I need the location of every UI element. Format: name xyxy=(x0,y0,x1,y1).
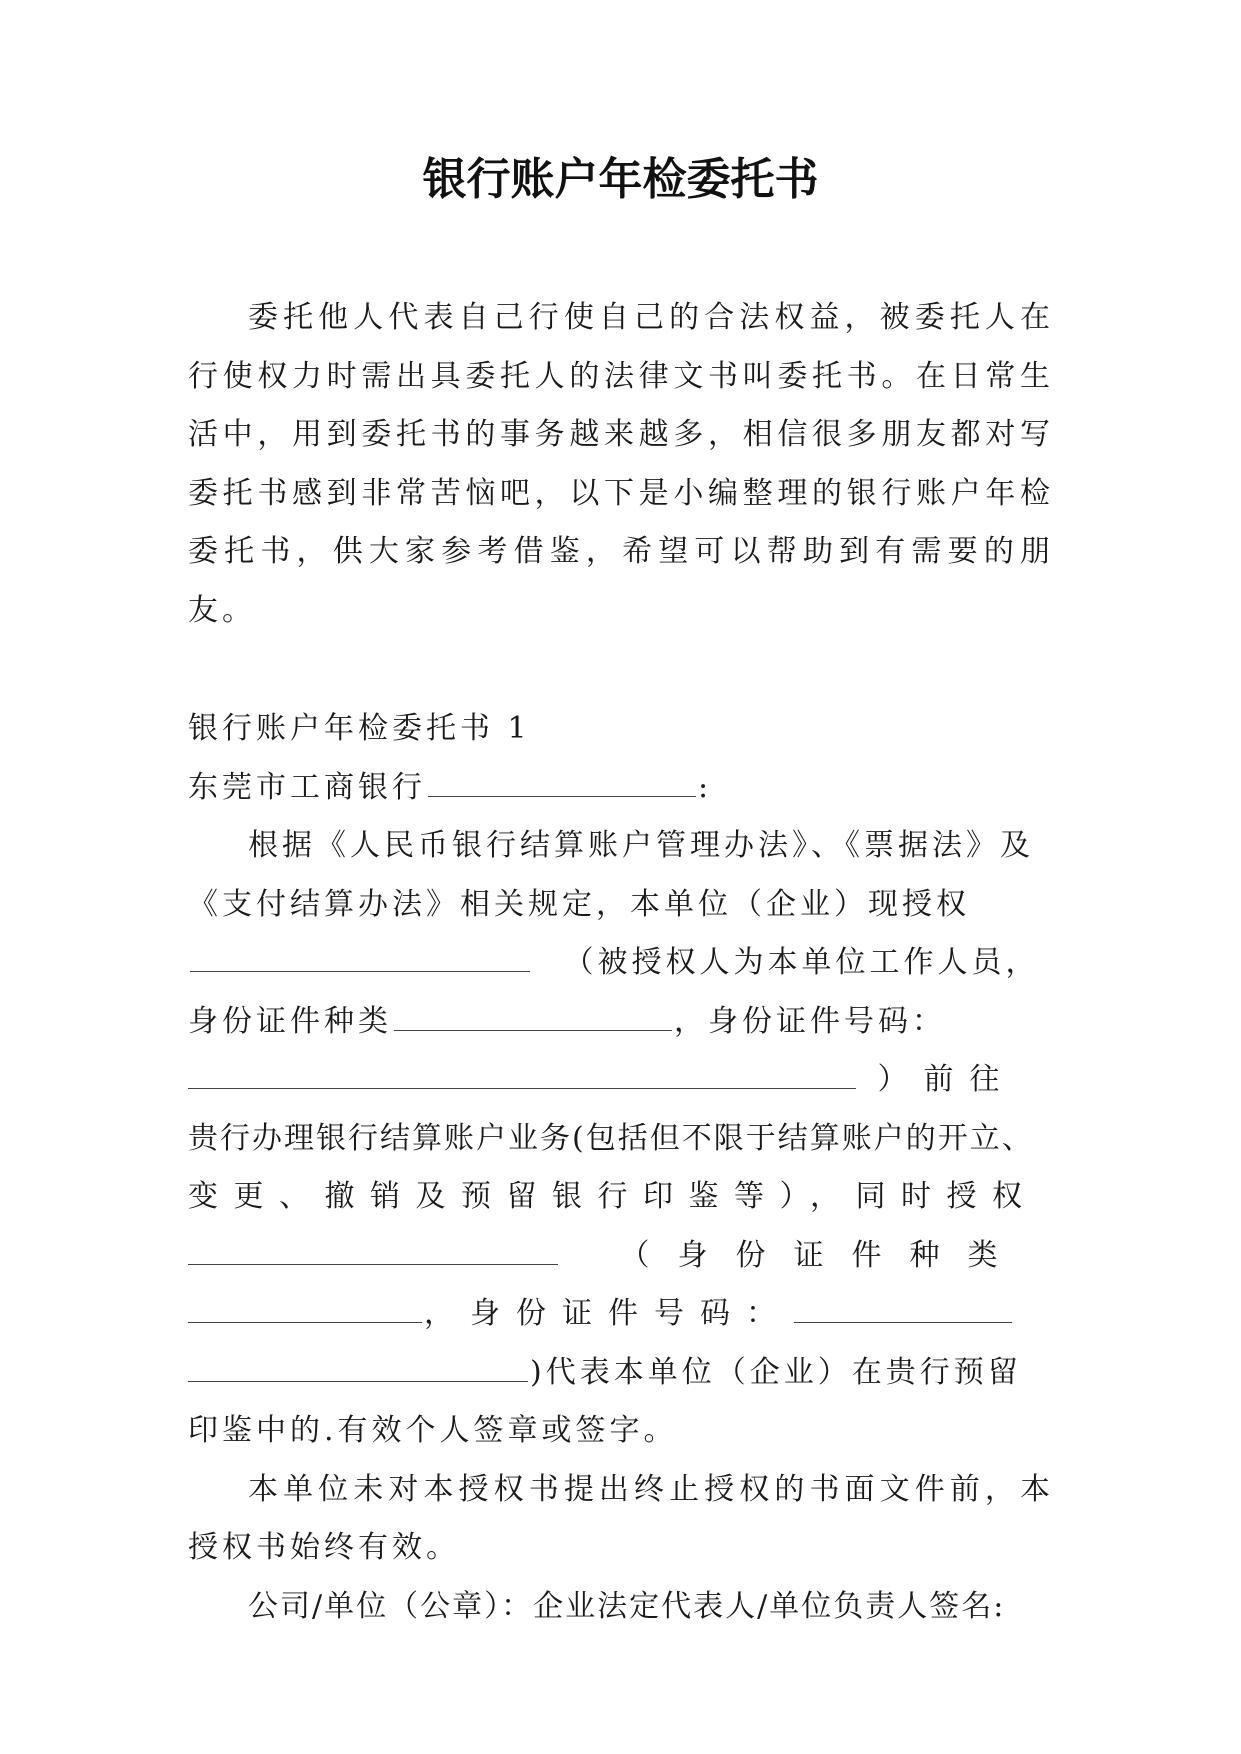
intro-paragraph: 委托他人代表自己行使自己的合法权益，被委托人在行使权力时需出具委托人的法律文书叫委托书。在日常生活中，用到委托书的事务越来越多，相信很多朋友都对写委托书感到非常苦恼吧，以下是小编整理的银行账户年检委托书，供大家参考借鉴，希望可以帮助到有需要的朋友。 xyxy=(188,300,1054,628)
second-id-number-blank-a xyxy=(794,1298,1012,1323)
second-id-number-blank-b xyxy=(188,1357,528,1382)
addressee-suffix: : xyxy=(698,769,713,805)
section-spacer xyxy=(188,640,1054,700)
body-line-9 xyxy=(188,1285,1054,1344)
document-body xyxy=(188,289,1054,1636)
document-title: 银行账户年检委托书 xyxy=(422,154,819,205)
body-line-10-text: )代表本单位（企业）在贵行预留 xyxy=(530,1354,1022,1390)
id-type-label: 身份证件种类 xyxy=(188,1003,392,1039)
body-line-6: 贵行办理银行结算账户业务(包括但不限于结算账户的开立、 xyxy=(188,1120,1034,1156)
addressee-blank xyxy=(428,772,696,797)
body-line-4 xyxy=(188,993,1054,1052)
body-line-1: 根据《人民币银行结算账户管理办法》、《票据法》及 xyxy=(248,828,1034,863)
body-line-2-text: 《支付结算办法》相关规定，本单位（企业）现授权 xyxy=(188,886,970,922)
body-line-10 xyxy=(188,1344,1054,1403)
body-line-11: 印鉴中的.有效个人签章或签字。 xyxy=(188,1413,678,1448)
body-line-5-text: ）前往 xyxy=(877,1062,1016,1097)
addressee-name: 东莞市工商银行 xyxy=(188,769,426,805)
id-type-blank xyxy=(394,1006,672,1031)
body-line-8 xyxy=(188,1227,1054,1286)
body-line-7: 变更、撤销及预留银行印鉴等），同时授权 xyxy=(188,1179,1038,1214)
body-line-3-text: （被授权人为本单位工作人员， xyxy=(563,945,1040,980)
body-line-9-text: ，身份证件号码： xyxy=(424,1296,792,1331)
body-line-3 xyxy=(188,934,1054,993)
id-number-blank xyxy=(188,1064,856,1089)
body-line-5 xyxy=(188,1051,1054,1110)
second-grantee-blank xyxy=(188,1240,558,1265)
id-number-label: ，身份证件号码： xyxy=(674,1003,946,1039)
addressee-line xyxy=(188,759,1054,818)
body-line-2 xyxy=(188,876,1054,935)
signature-line: 公司/单位（公章）：企业法定代表人/单位负责人签名: xyxy=(248,1588,1006,1624)
validity-paragraph: 本单位未对本授权书提出终止授权的书面文件前，本授权书始终有效。 xyxy=(188,1471,1054,1565)
body-line-8-text: （身份证件种类 xyxy=(619,1237,1026,1273)
second-id-type-blank xyxy=(188,1298,422,1323)
grantee-name-blank xyxy=(190,947,530,972)
section-heading: 银行账户年检委托书 1 xyxy=(188,711,531,746)
